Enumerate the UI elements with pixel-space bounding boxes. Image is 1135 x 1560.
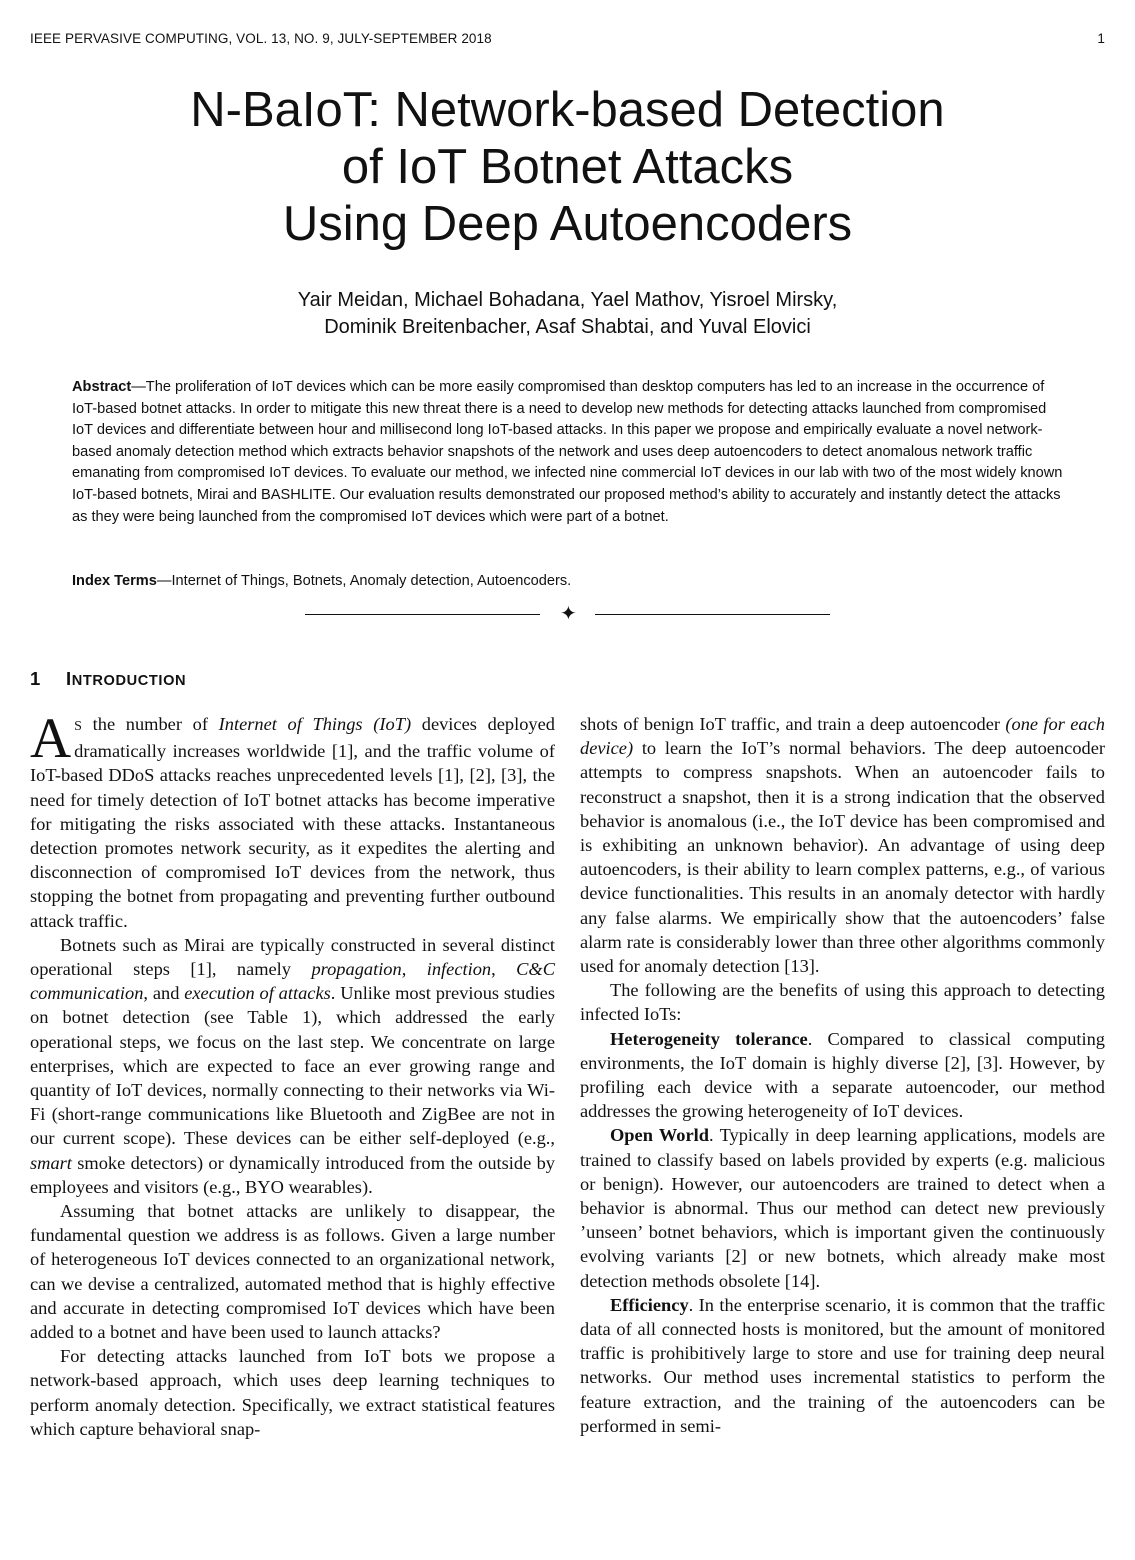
paragraph <box>30 933 555 1199</box>
text-run: the number of <box>81 714 219 734</box>
bold-term: Heterogeneity tolerance <box>610 1028 808 1049</box>
title-line-2: of IoT Botnet Attacks <box>341 140 794 194</box>
italic-term: Internet of Things (IoT) <box>218 714 412 734</box>
text-run: . Compared to classical computing environments, the IoT domain is highly diverse [2], [3]. However, by profiling each device with a separate autoencoder, our method addresses the growing heterogeneity of IoT devices. <box>580 1028 1106 1122</box>
paragraph <box>580 1293 1105 1438</box>
left-column <box>30 707 555 1441</box>
bold-term: Open World <box>610 1125 709 1146</box>
section-heading <box>30 668 186 690</box>
title-line-3: Using Deep Autoencoders <box>282 197 853 251</box>
index-terms-label: Index Terms <box>72 573 157 589</box>
separator-line-right <box>595 614 830 615</box>
section-number: 1 <box>30 668 41 689</box>
running-head <box>30 31 1105 46</box>
text-run: devices deployed dramatically increases worldwide [1], and the traffic volume of IoT-based DDoS attacks reaches unprecedented levels [1], [2], [3], the need for timely detection of IoT botnet attacks has become imperative for mitigating the risks associated with these attacks. Instantaneous detection promotes network security, as it expedites the alerting and disconnection of compromised IoT devices from the network, thus stopping the botnet from propagating and preventing further outbound attack traffic. <box>30 714 555 931</box>
text-run: , <box>401 959 427 980</box>
italic-term: C&C communication <box>30 959 555 1004</box>
section-title-rest: NTRODUCTION <box>71 673 187 689</box>
italic-term: infection <box>426 959 492 980</box>
paragraph: The following are the benefits of using this approach to detecting infected IoTs: <box>580 980 1105 1025</box>
paragraph: Assuming that botnet attacks are unlikely to disappear, the fundamental question we address is as follows. Given a large number of heterogeneous IoT devices connected to an organizational network, can we devise a centralized, automated method that is highly effective and accurate in detecting compromised IoT devices which have been added to a botnet and have been used to launch attacks? <box>30 1201 555 1343</box>
paper-title <box>0 82 1135 253</box>
abstract-label: Abstract <box>72 379 132 395</box>
authors-line-2: Dominik Breitenbacher, Asaf Shabtai, and Yuval Elovici <box>324 316 811 338</box>
index-terms <box>72 571 1063 591</box>
small-caps-text: S <box>74 719 82 734</box>
italic-term: execution of attacks <box>184 983 331 1004</box>
paragraph <box>580 712 1105 978</box>
text-run: shots of benign IoT traffic, and train a deep autoencoder <box>580 714 1006 734</box>
italic-term: smart <box>30 1152 72 1173</box>
italic-term: (one for each device) <box>580 714 1105 759</box>
paragraph <box>30 707 555 933</box>
text-run: . Typically in deep learning applications, models are trained to classify based on labels provided by experts (e.g. malicious or benign). However, our autoencoders are trained to detect when a behavior is abnormal. Thus our method can detect new previously ’unseen’ botnet behaviors, which is important given the continuously evolving variants [2] or new botnets, which already make most detection methods obsolete [14]. <box>580 1125 1105 1291</box>
text-run: . Unlike most previous studies on botnet detection (see Table 1), which addressed the early operational steps, we focus on the last step. We concentrate on large enterprises, which are expected to face an ever growing range and quantity of IoT devices, normally connecting to their networks via Wi-Fi (short-range communications like Bluetooth and ZigBee are not in our current scope). These devices can be either self-deployed (e.g., <box>30 983 555 1149</box>
text-run: . In the enterprise scenario, it is common that the traffic data of all connected hosts is monitored, but the amount of monitored traffic is prohibitively large to store and use for training deep neural networks. Our method uses incremental statistics to perform the feature extraction, and the training of the autoencoders can be performed in semi- <box>580 1294 1105 1436</box>
section-separator <box>305 604 830 624</box>
journal-info: IEEE PERVASIVE COMPUTING, VOL. 13, NO. 9, JULY-SEPTEMBER 2018 <box>30 31 492 46</box>
paragraph <box>580 1123 1105 1292</box>
abstract <box>72 377 1063 528</box>
text-run: , <box>491 959 517 980</box>
page-number: 1 <box>1097 31 1105 46</box>
separator-star-icon: ✦ <box>560 603 577 625</box>
text-run: to learn the IoT’s normal behaviors. The deep autoencoder attempts to compress snapshots. When an autoencoder fails to reconstruct a snapshot, then it is a strong indication that the observed behavior is anomalous (i.e., the IoT device has been compromised and is exhibiting an unknown behavior). An advantage of using deep autoencoders, is their ability to learn complex patterns, e.g., of various device functionalities. This results in an anomaly detector with hardly any false alarms. We empirically show that the autoencoders’ false alarm rate is considerably lower than three other algorithms commonly used for anomaly detection [13]. <box>580 738 1105 977</box>
text-run: , and <box>143 983 185 1004</box>
bold-term: Efficiency <box>610 1294 689 1315</box>
text-run: Botnets such as Mirai are typically constructed in several distinct operational steps [1], namely <box>30 934 555 980</box>
index-terms-text: —Internet of Things, Botnets, Anomaly detection, Autoencoders. <box>156 573 572 589</box>
paragraph <box>580 1027 1105 1124</box>
separator-line-left <box>305 614 540 615</box>
section-title-initial: I <box>66 668 72 689</box>
text-run: smoke detectors) or dynamically introduced from the outside by employees and visitors (e.g., BYO wearables). <box>30 1152 555 1197</box>
authors-line-1: Yair Meidan, Michael Bohadana, Yael Mathov, Yisroel Mirsky, <box>297 289 838 311</box>
title-line-1: N-BaIoT: Network-based Detection <box>190 83 945 137</box>
paragraph: For detecting attacks launched from IoT bots we propose a network-based approach, which uses deep learning techniques to perform anomaly detection. Specifically, we extract statistical features which capture behavioral snap- <box>30 1346 555 1439</box>
author-list <box>0 287 1135 341</box>
italic-term: propagation <box>311 959 402 980</box>
abstract-text: —The proliferation of IoT devices which can be more easily compromised than desktop computers has led to an increase in the occurrence of IoT-based botnet attacks. In order to mitigate this new threat there is a need to develop new methods for detecting attacks launched from compromised IoT devices and differentiate between hour and millisecond long IoT-based attacks. In this paper we propose and empirically evaluate a novel network-based anomaly detection method which extracts behavior snapshots of the network and uses deep autoencoders to detect anomalous network traffic emanating from compromised IoT devices. To evaluate our method, we infected nine commercial IoT devices in our lab with two of the most widely known IoT-based botnets, Mirai and BASHLITE. Our evaluation results demonstrated our proposed method’s ability to accurately and instantly detect the attacks as they were being launched from the compromised IoT devices which were part of a botnet. <box>72 379 1063 525</box>
drop-cap: A <box>30 707 72 770</box>
right-column <box>580 712 1105 1438</box>
